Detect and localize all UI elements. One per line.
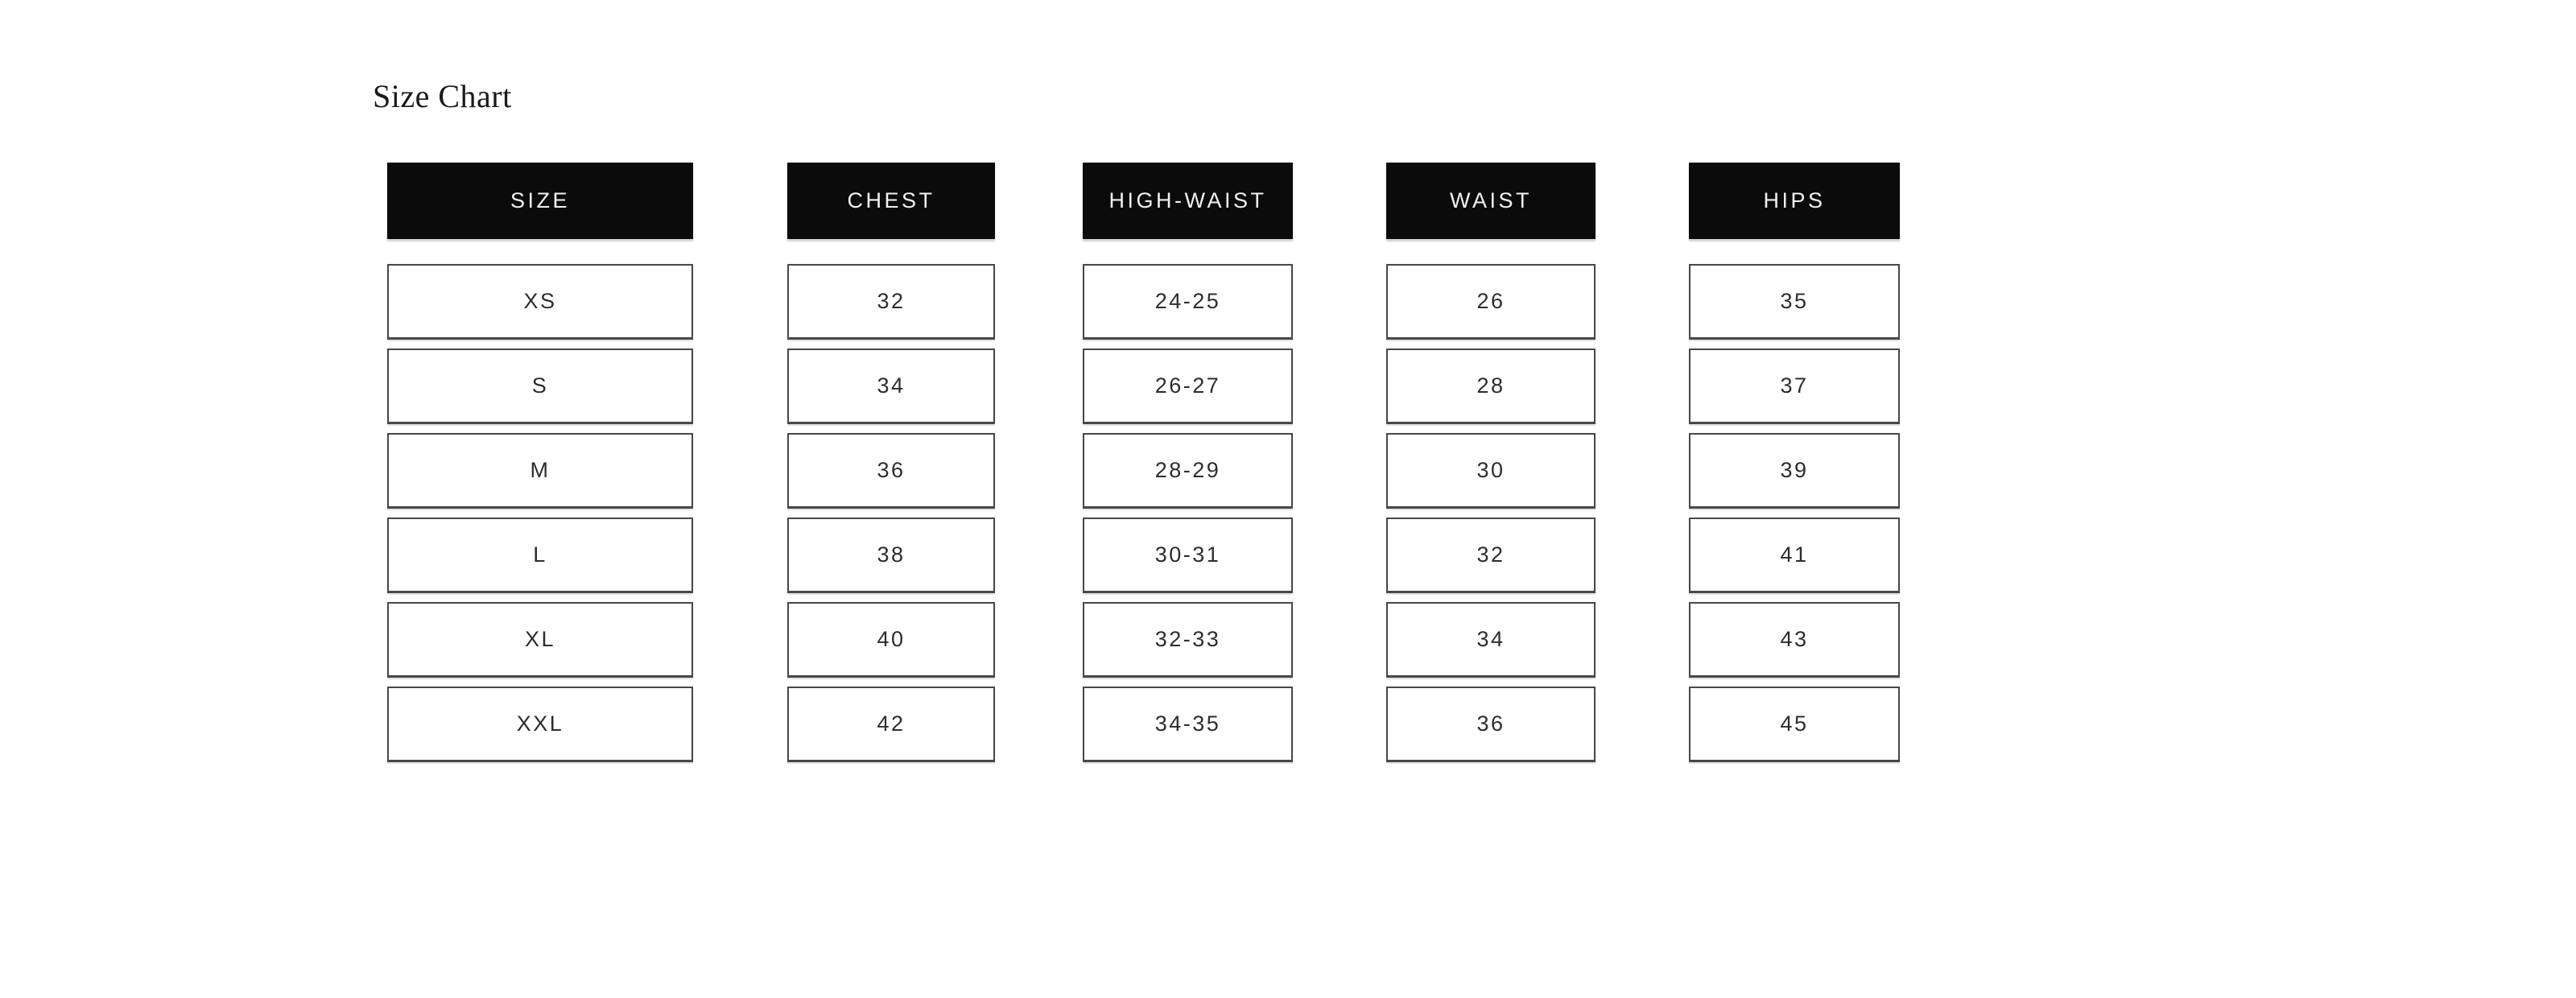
table-cell-waist: 26 <box>1386 264 1596 340</box>
column-header-waist: WAIST <box>1386 163 1596 239</box>
table-cell-high-waist: 34-35 <box>1083 687 1293 762</box>
table-cell-chest: 34 <box>787 348 995 424</box>
size-chart-column-chest <box>787 163 995 771</box>
size-chart-column-size <box>387 163 693 771</box>
table-cell-chest: 40 <box>787 602 995 678</box>
table-cell-high-waist: 24-25 <box>1083 264 1293 340</box>
table-cell-size: L <box>387 518 693 593</box>
column-header-hips: HIPS <box>1689 163 1900 239</box>
table-cell-hips: 45 <box>1689 687 1900 762</box>
size-chart-column-waist <box>1386 163 1596 771</box>
table-cell-high-waist: 28-29 <box>1083 433 1293 509</box>
table-cell-size: M <box>387 433 693 509</box>
table-cell-hips: 39 <box>1689 433 1900 509</box>
column-header-high-waist: HIGH-WAIST <box>1083 163 1293 239</box>
table-cell-hips: 37 <box>1689 348 1900 424</box>
table-cell-waist: 34 <box>1386 602 1596 678</box>
size-chart-column-high-waist <box>1083 163 1293 771</box>
table-cell-chest: 38 <box>787 518 995 593</box>
column-header-chest: CHEST <box>787 163 995 239</box>
table-cell-size: XS <box>387 264 693 340</box>
table-cell-chest: 32 <box>787 264 995 340</box>
table-cell-hips: 35 <box>1689 264 1900 340</box>
table-cell-high-waist: 26-27 <box>1083 348 1293 424</box>
table-cell-waist: 28 <box>1386 348 1596 424</box>
column-header-size: SIZE <box>387 163 693 239</box>
table-cell-waist: 30 <box>1386 433 1596 509</box>
page-title: Size Chart <box>373 78 512 114</box>
size-chart-column-hips <box>1689 163 1900 771</box>
table-cell-size: S <box>387 348 693 424</box>
table-cell-hips: 41 <box>1689 518 1900 593</box>
table-cell-waist: 32 <box>1386 518 1596 593</box>
table-cell-high-waist: 32-33 <box>1083 602 1293 678</box>
table-cell-high-waist: 30-31 <box>1083 518 1293 593</box>
table-cell-chest: 42 <box>787 687 995 762</box>
table-cell-chest: 36 <box>787 433 995 509</box>
table-cell-size: XXL <box>387 687 693 762</box>
table-cell-waist: 36 <box>1386 687 1596 762</box>
table-cell-hips: 43 <box>1689 602 1900 678</box>
table-cell-size: XL <box>387 602 693 678</box>
